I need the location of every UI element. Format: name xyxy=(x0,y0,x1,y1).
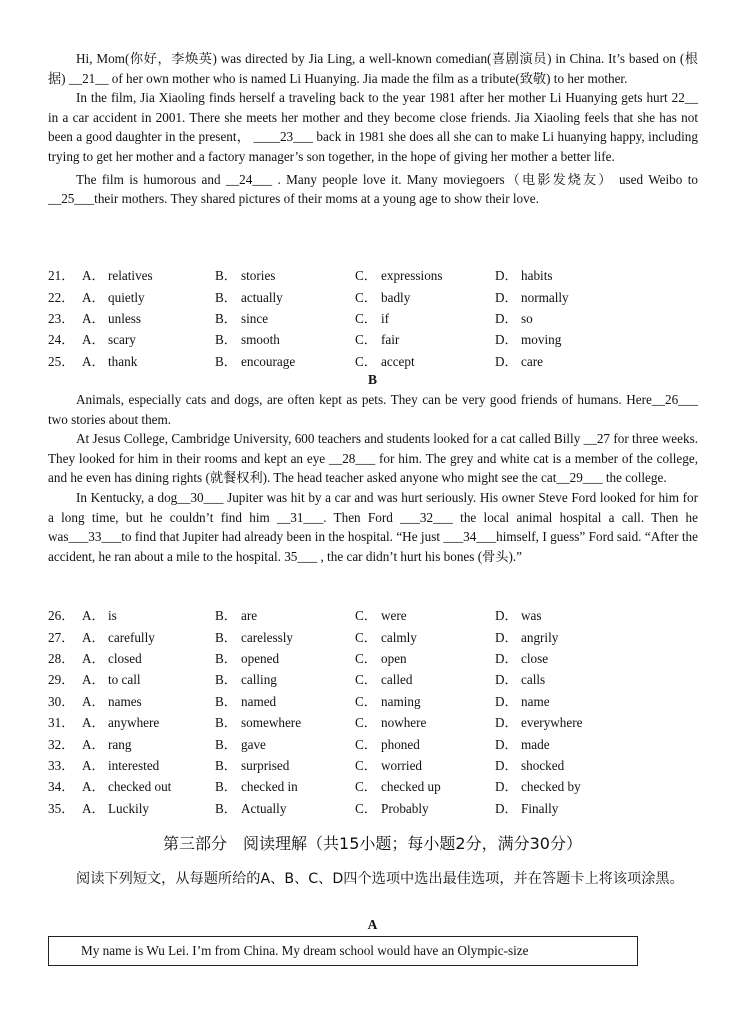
option-text: habits xyxy=(521,268,553,284)
option-letter: A． xyxy=(82,608,105,624)
option-b xyxy=(215,775,355,796)
option-a xyxy=(82,711,215,732)
option-letter: B． xyxy=(215,757,237,773)
option-text: carefully xyxy=(108,629,155,645)
option-text: if xyxy=(381,310,390,326)
option-letter: A． xyxy=(82,779,105,795)
option-b xyxy=(215,711,355,732)
option-letter: D． xyxy=(495,650,518,666)
option-text: expressions xyxy=(381,268,443,284)
question-number: 31． xyxy=(48,715,75,731)
option-text: surprised xyxy=(241,757,290,773)
option-d xyxy=(495,711,635,732)
option-row xyxy=(48,668,635,689)
option-text: quietly xyxy=(108,289,145,305)
option-text: carelessly xyxy=(241,629,293,645)
option-text: checked up xyxy=(381,779,441,795)
option-text: called xyxy=(381,672,413,688)
question-number: 32． xyxy=(48,736,75,752)
question-number: 26． xyxy=(48,608,75,624)
option-text: unless xyxy=(108,310,141,326)
option-text: calling xyxy=(241,672,277,688)
option-text: thank xyxy=(108,353,138,369)
option-b xyxy=(215,307,355,328)
instructions: 阅读下列短文，从每题所给的A、B、C、D四个选项中选出最佳选项，并在答题卡上将该项涂黑。 xyxy=(76,871,684,887)
passage-a-paragraph-1: Hi, Mom(你好，李焕英) was directed by Jia Ling, a well-known comedian(喜剧演员) in China. It’s based on (根据) __21__ of her own mother who is named Li Huanying. Jia made the film as a tribute(致敬) to her mother. xyxy=(48,51,698,86)
question-number: 27． xyxy=(48,629,75,645)
options-table-b xyxy=(48,604,635,818)
option-text: angrily xyxy=(521,629,559,645)
option-text: stories xyxy=(241,268,276,284)
option-a xyxy=(82,754,215,775)
option-letter: C． xyxy=(355,353,377,369)
option-letter: D． xyxy=(495,353,518,369)
option-c xyxy=(355,625,495,646)
option-d xyxy=(495,732,635,753)
passage-a xyxy=(48,49,698,209)
option-letter: D． xyxy=(495,310,518,326)
option-text: nowhere xyxy=(381,715,427,731)
section-b-label: B xyxy=(367,372,377,387)
option-text: Finally xyxy=(521,800,559,816)
option-row xyxy=(48,604,635,625)
option-text: interested xyxy=(108,757,160,773)
option-letter: A． xyxy=(82,736,105,752)
question-number: 34． xyxy=(48,779,75,795)
passage-a-paragraph-3: The film is humorous and __24___ . Many people love it. Many moviegoers（电影发烧友） used Weibo to __25___their mothers. They shared pictures of their moms at a young age to show their love. xyxy=(48,171,698,207)
option-c xyxy=(355,690,495,711)
option-letter: A． xyxy=(82,268,105,284)
option-c xyxy=(355,264,495,285)
option-c xyxy=(355,754,495,775)
option-letter: B． xyxy=(215,779,237,795)
option-b xyxy=(215,625,355,646)
option-b xyxy=(215,647,355,668)
option-text: Actually xyxy=(241,800,287,816)
option-text: naming xyxy=(381,693,421,709)
option-d xyxy=(495,797,635,818)
passage-b-paragraph-2: At Jesus College, Cambridge University, 600 teachers and students looked for a cat called Billy __27 for three weeks. They looked for him in their rooms and kept an eye __28___ for him. The grey and white cat is a member of the college, and he even has dining rights (就餐权利). The head teacher asked anyone who might see the cat__29___ the college. xyxy=(48,431,698,486)
option-text: fair xyxy=(381,332,400,348)
option-text: were xyxy=(381,608,407,624)
option-b xyxy=(215,732,355,753)
option-letter: D． xyxy=(495,608,518,624)
option-text: checked out xyxy=(108,779,172,795)
option-text: are xyxy=(241,608,258,624)
option-text: Probably xyxy=(381,800,429,816)
option-d xyxy=(495,264,635,285)
question-number: 25． xyxy=(48,353,75,369)
option-letter: B． xyxy=(215,310,237,326)
option-letter: C． xyxy=(355,310,377,326)
option-a xyxy=(82,604,215,625)
option-row xyxy=(48,754,635,775)
option-a xyxy=(82,350,215,371)
option-letter: A． xyxy=(82,693,105,709)
option-text: scary xyxy=(108,332,136,348)
option-text: made xyxy=(521,736,550,752)
option-c xyxy=(355,668,495,689)
option-letter: C． xyxy=(355,757,377,773)
passage-b-paragraph-1: Animals, especially cats and dogs, are often kept as pets. They can be very good friends of humans. Here__26___ two stories about them. xyxy=(48,392,698,427)
option-a xyxy=(82,690,215,711)
option-d xyxy=(495,328,635,349)
option-letter: C． xyxy=(355,268,377,284)
option-letter: A． xyxy=(82,353,105,369)
option-b xyxy=(215,328,355,349)
option-d xyxy=(495,604,635,625)
option-b xyxy=(215,264,355,285)
option-text: anywhere xyxy=(108,715,160,731)
option-text: name xyxy=(521,693,550,709)
option-letter: B． xyxy=(215,353,237,369)
option-letter: D． xyxy=(495,757,518,773)
question-number: 24． xyxy=(48,332,75,348)
option-letter: B． xyxy=(215,800,237,816)
option-a xyxy=(82,668,215,689)
option-d xyxy=(495,350,635,371)
question-number: 21． xyxy=(48,268,75,284)
option-letter: A． xyxy=(82,332,105,348)
option-c xyxy=(355,775,495,796)
option-row xyxy=(48,350,635,371)
option-text: somewhere xyxy=(241,715,302,731)
option-letter: B． xyxy=(215,650,237,666)
option-text: open xyxy=(381,650,407,666)
option-row xyxy=(48,328,635,349)
option-letter: C． xyxy=(355,629,377,645)
option-c xyxy=(355,647,495,668)
option-b xyxy=(215,285,355,306)
option-text: close xyxy=(521,650,549,666)
option-a xyxy=(82,285,215,306)
option-text: to call xyxy=(108,672,141,688)
option-letter: D． xyxy=(495,715,518,731)
passage-c-box xyxy=(48,936,638,966)
option-c xyxy=(355,328,495,349)
option-row xyxy=(48,690,635,711)
option-text: closed xyxy=(108,650,142,666)
option-text: so xyxy=(521,310,533,326)
option-d xyxy=(495,285,635,306)
option-text: names xyxy=(108,693,142,709)
option-text: rang xyxy=(108,736,132,752)
option-c xyxy=(355,797,495,818)
option-letter: D． xyxy=(495,800,518,816)
option-b xyxy=(215,690,355,711)
option-a xyxy=(82,797,215,818)
option-text: since xyxy=(241,310,269,326)
option-row xyxy=(48,775,635,796)
option-text: smooth xyxy=(241,332,280,348)
section-a-label: A xyxy=(367,917,378,932)
option-c xyxy=(355,307,495,328)
option-letter: A． xyxy=(82,757,105,773)
option-a xyxy=(82,307,215,328)
option-letter: B． xyxy=(215,268,237,284)
option-a xyxy=(82,264,215,285)
question-number: 30． xyxy=(48,693,75,709)
option-text: everywhere xyxy=(521,715,583,731)
option-row xyxy=(48,732,635,753)
option-letter: D． xyxy=(495,693,518,709)
part-three-title: 第三部分 阅读理解（共15小题；每小题2分，满分30分） xyxy=(163,834,582,853)
option-letter: A． xyxy=(82,310,105,326)
option-letter: A． xyxy=(82,800,105,816)
option-text: gave xyxy=(241,736,266,752)
option-letter: D． xyxy=(495,736,518,752)
option-b xyxy=(215,668,355,689)
option-text: opened xyxy=(241,650,280,666)
question-number: 33． xyxy=(48,757,75,773)
option-c xyxy=(355,285,495,306)
passage-a-paragraph-2: In the film, Jia Xiaoling finds herself a traveling back to the year 1981 after her mother Li Huanying gets hurt 22__ in a car accident in 2001. There she meets her mother and they become close friends. Jia Xiaoling feels that she has not been a good daughter in the present， ____23___ back in 1981 she does all she can to make Li huanying happy, including trying to get her mother and a factory manager’s son together, in the hope of giving her mother a better life. xyxy=(48,90,698,164)
option-letter: C． xyxy=(355,693,377,709)
option-letter: D． xyxy=(495,629,518,645)
option-b xyxy=(215,604,355,625)
option-letter: C． xyxy=(355,332,377,348)
option-letter: A． xyxy=(82,289,105,305)
option-letter: C． xyxy=(355,800,377,816)
option-letter: C． xyxy=(355,650,377,666)
option-letter: C． xyxy=(355,672,377,688)
question-number: 23． xyxy=(48,310,75,326)
question-number: 28． xyxy=(48,650,75,666)
option-letter: B． xyxy=(215,608,237,624)
option-letter: B． xyxy=(215,693,237,709)
option-d xyxy=(495,690,635,711)
option-text: encourage xyxy=(241,353,296,369)
option-letter: B． xyxy=(215,629,237,645)
option-letter: A． xyxy=(82,672,105,688)
option-text: badly xyxy=(381,289,411,305)
option-row xyxy=(48,264,635,285)
option-c xyxy=(355,350,495,371)
option-letter: D． xyxy=(495,268,518,284)
option-letter: B． xyxy=(215,289,237,305)
option-letter: D． xyxy=(495,289,518,305)
option-letter: B． xyxy=(215,736,237,752)
option-row xyxy=(48,647,635,668)
option-text: care xyxy=(521,353,543,369)
option-letter: D． xyxy=(495,672,518,688)
option-a xyxy=(82,647,215,668)
option-text: Luckily xyxy=(108,800,150,816)
option-letter: C． xyxy=(355,736,377,752)
option-text: worried xyxy=(381,757,423,773)
option-text: relatives xyxy=(108,268,153,284)
option-letter: C． xyxy=(355,608,377,624)
option-letter: C． xyxy=(355,715,377,731)
option-letter: A． xyxy=(82,629,105,645)
option-row xyxy=(48,711,635,732)
option-letter: B． xyxy=(215,672,237,688)
option-text: phoned xyxy=(381,736,420,752)
option-d xyxy=(495,668,635,689)
option-letter: C． xyxy=(355,289,377,305)
question-number: 29． xyxy=(48,672,75,688)
option-text: shocked xyxy=(521,757,565,773)
option-c xyxy=(355,711,495,732)
option-row xyxy=(48,307,635,328)
option-d xyxy=(495,647,635,668)
option-b xyxy=(215,754,355,775)
option-letter: B． xyxy=(215,715,237,731)
passage-b-paragraph-3: In Kentucky, a dog__30___ Jupiter was hit by a car and was hurt seriously. His owner Steve Ford looked for him for a long time, but he couldn’t find him __31___. Then Ford ___32___ the local animal hospital a call. Then he was___33___to find that Jupiter had already been in the hospital. “He just ___34___himself, I guess” Ford said. “After the accident, he ran about a mile to the hospital. 35___ , the car didn’t hurt his bones (骨头).” xyxy=(48,489,698,564)
option-text: accept xyxy=(381,353,415,369)
option-text: calmly xyxy=(381,629,417,645)
passage-c-first-line: My name is Wu Lei. I’m from China. My dream school would have an Olympic-size xyxy=(81,943,529,958)
option-text: normally xyxy=(521,289,569,305)
question-number: 22． xyxy=(48,289,75,305)
option-letter: D． xyxy=(495,779,518,795)
option-letter: D． xyxy=(495,332,518,348)
option-text: checked by xyxy=(521,779,581,795)
option-a xyxy=(82,328,215,349)
option-c xyxy=(355,732,495,753)
option-text: was xyxy=(521,608,542,624)
option-text: actually xyxy=(241,289,283,305)
option-letter: A． xyxy=(82,715,105,731)
option-text: moving xyxy=(521,332,562,348)
option-row xyxy=(48,625,635,646)
option-text: checked in xyxy=(241,779,298,795)
option-text: named xyxy=(241,693,277,709)
option-row xyxy=(48,285,635,306)
option-text: is xyxy=(108,608,117,624)
option-letter: C． xyxy=(355,779,377,795)
option-d xyxy=(495,775,635,796)
option-a xyxy=(82,732,215,753)
option-a xyxy=(82,775,215,796)
option-letter: A． xyxy=(82,650,105,666)
option-b xyxy=(215,350,355,371)
passage-b xyxy=(48,390,698,566)
option-d xyxy=(495,754,635,775)
option-c xyxy=(355,604,495,625)
option-b xyxy=(215,797,355,818)
options-table-a xyxy=(48,264,635,371)
option-d xyxy=(495,307,635,328)
option-d xyxy=(495,625,635,646)
option-row xyxy=(48,797,635,818)
option-letter: B． xyxy=(215,332,237,348)
option-a xyxy=(82,625,215,646)
question-number: 35． xyxy=(48,800,75,816)
option-text: calls xyxy=(521,672,546,688)
